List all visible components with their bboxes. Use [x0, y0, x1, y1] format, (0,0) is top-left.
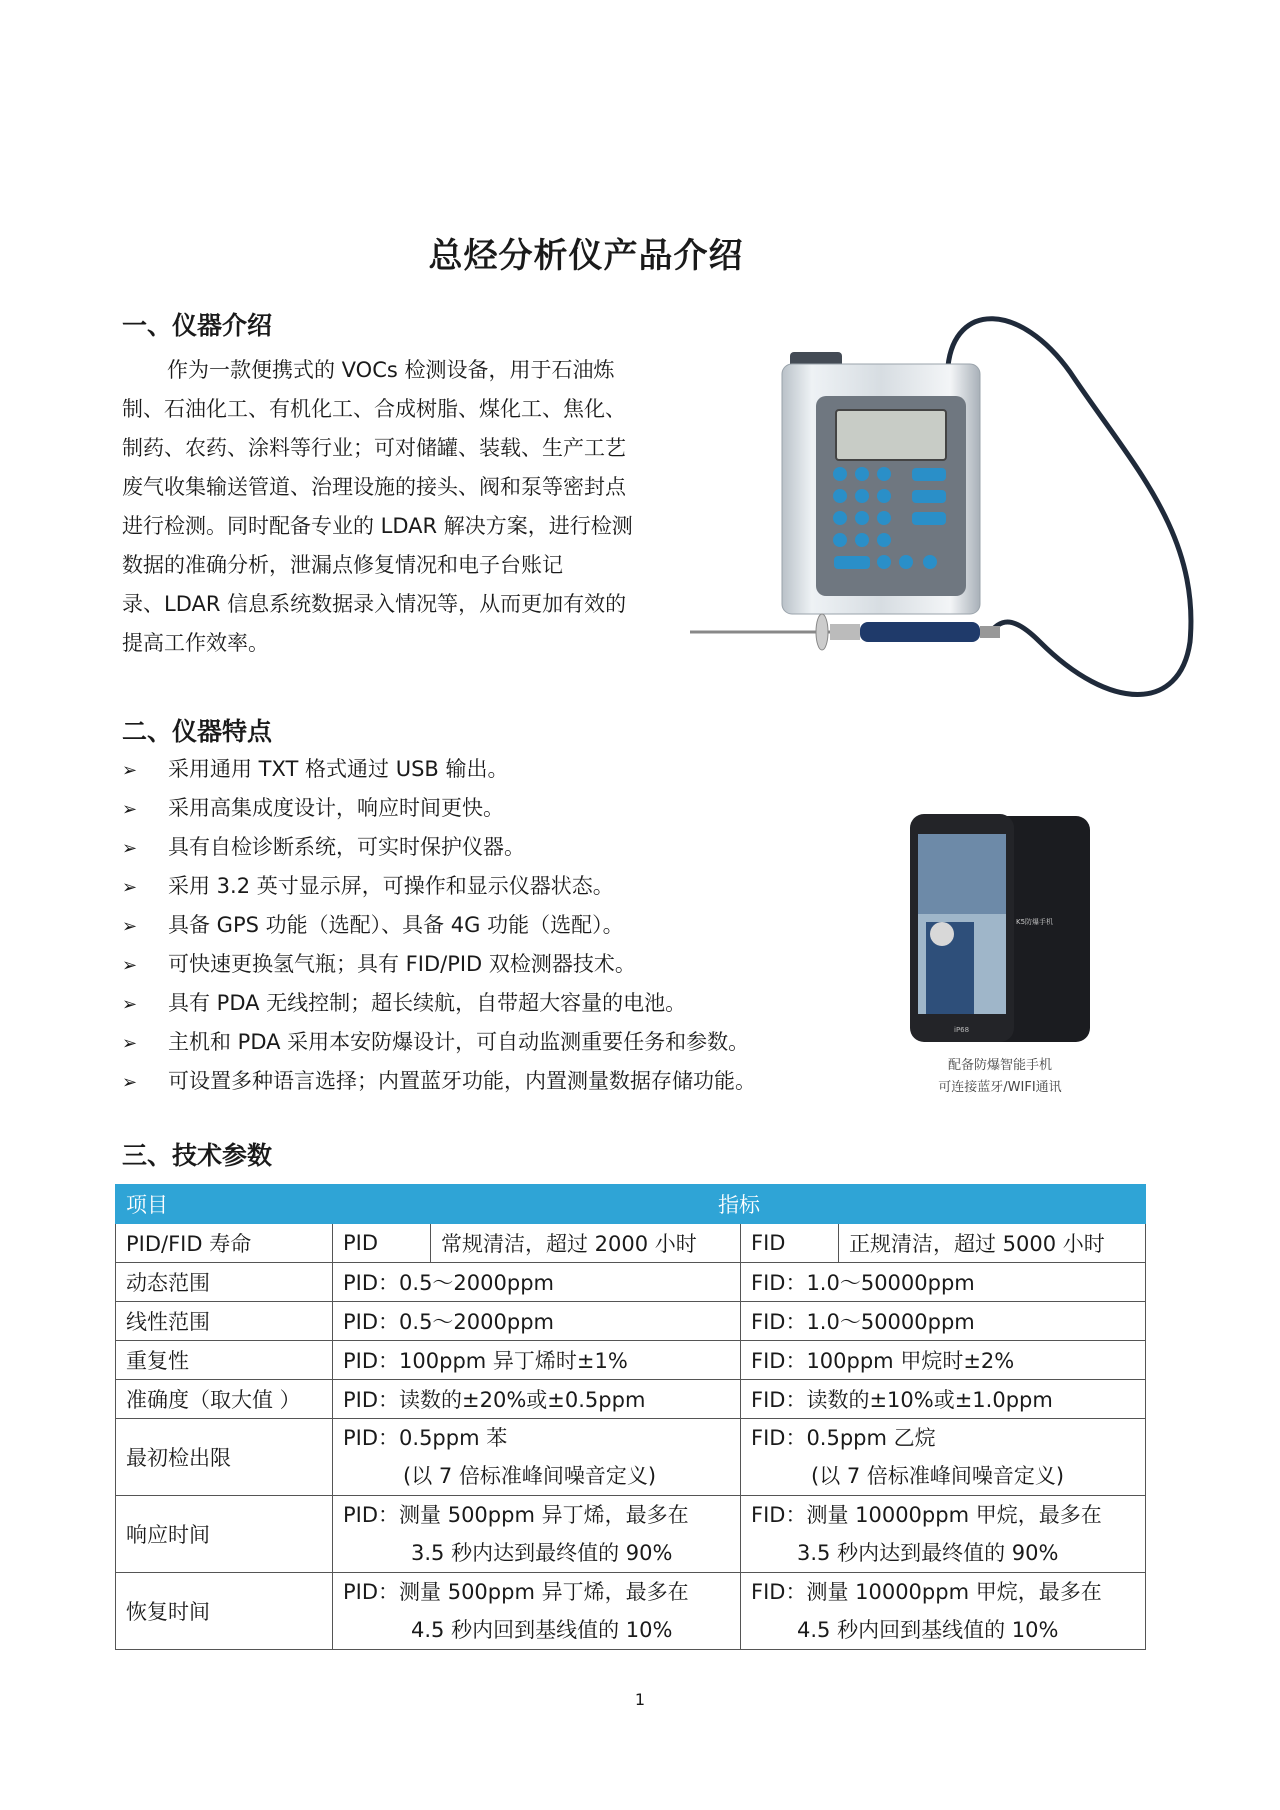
row-item: PID/FID 寿命 [116, 1224, 333, 1263]
fid-line1: FID：测量 10000ppm 甲烷，最多在 [751, 1503, 1102, 1527]
pid-line1: PID：0.5ppm 苯 [343, 1426, 508, 1450]
pid-cell [333, 1419, 741, 1496]
phone-caption-line1: 配备防爆智能手机 [947, 1058, 1052, 1073]
fid-line1: FID：测量 10000ppm 甲烷，最多在 [751, 1580, 1102, 1604]
feature-item: ➢ 采用 3.2 英寸显示屏，可操作和显示仪器状态。 [122, 867, 614, 905]
intro-line: 作为一款便携式的 VOCs 检测设备，用于石油炼 [167, 358, 615, 382]
table-row [116, 1224, 1146, 1263]
bullet-arrow-icon: ➢ [122, 955, 138, 976]
feature-item: ➢ 主机和 PDA 采用本安防爆设计，可自动监测重要任务和参数。 [122, 1023, 749, 1061]
page-number: 1 [634, 1690, 646, 1709]
fid-cell: FID：1.0～50000ppm [741, 1302, 1146, 1341]
table-row [116, 1302, 1146, 1341]
pid-cell [333, 1496, 741, 1573]
row-item: 恢复时间 [116, 1573, 333, 1650]
bullet-arrow-icon: ➢ [122, 994, 138, 1015]
fid-cell [741, 1419, 1146, 1496]
pid-line2: 4.5 秒内回到基线值的 10% [411, 1618, 673, 1642]
table-row [116, 1496, 1146, 1573]
table-row [116, 1419, 1146, 1496]
explosion-proof-phone-image [908, 812, 1094, 1046]
row-item: 线性范围 [116, 1302, 333, 1341]
fid-cell [741, 1573, 1146, 1650]
row-item: 重复性 [116, 1341, 333, 1380]
pid-line2: (以 7 倍标准峰间噪音定义) [403, 1464, 657, 1488]
header-spec: 指标 [333, 1185, 1146, 1224]
section-heading-features: 二、仪器特点 [122, 717, 273, 746]
feature-item: ➢ 具备 GPS 功能（选配）、具备 4G 功能（选配）。 [122, 906, 624, 944]
feature-item: ➢ 采用通用 TXT 格式通过 USB 输出。 [122, 750, 508, 788]
feature-item: ➢ 采用高集成度设计，响应时间更快。 [122, 789, 504, 827]
table-row [116, 1263, 1146, 1302]
section-heading-specs: 三、技术参数 [122, 1141, 273, 1170]
pid-cell: PID：100ppm 异丁烯时±1% [333, 1341, 741, 1380]
pid-cell: PID：0.5～2000ppm [333, 1263, 741, 1302]
pid-label: PID [333, 1224, 431, 1263]
pid-line1: PID：测量 500ppm 异丁烯，最多在 [343, 1580, 689, 1604]
feature-item: ➢ 具有自检诊断系统，可实时保护仪器。 [122, 828, 525, 866]
bullet-arrow-icon: ➢ [122, 799, 138, 820]
feature-item: ➢ 可快速更换氢气瓶；具有 FID/PID 双检测器技术。 [122, 945, 636, 983]
bullet-arrow-icon: ➢ [122, 877, 138, 898]
bullet-arrow-icon: ➢ [122, 838, 138, 859]
fid-line2: 4.5 秒内回到基线值的 10% [797, 1618, 1059, 1642]
fid-cell: FID：100ppm 甲烷时±2% [741, 1341, 1146, 1380]
phone-screen-title: K5防爆手机 [1016, 918, 1054, 926]
table-row [116, 1573, 1146, 1650]
fid-line2: 3.5 秒内达到最终值的 90% [797, 1541, 1059, 1565]
pid-cell: PID：0.5～2000ppm [333, 1302, 741, 1341]
phone-caption-line2: 可连接蓝牙/WIFI通讯 [938, 1080, 1062, 1095]
fid-cell: FID：1.0～50000ppm [741, 1263, 1146, 1302]
pid-value: 常规清洁，超过 2000 小时 [431, 1224, 741, 1263]
row-item: 最初检出限 [116, 1419, 333, 1496]
row-item: 动态范围 [116, 1263, 333, 1302]
table-row [116, 1380, 1146, 1419]
fid-line2: (以 7 倍标准峰间噪音定义) [811, 1464, 1065, 1488]
fid-cell: FID：读数的±10%或±1.0ppm [741, 1380, 1146, 1419]
intro-line: 录、LDAR 信息系统数据录入情况等，从而更加有效的 [122, 592, 627, 616]
bullet-arrow-icon: ➢ [122, 760, 138, 781]
spec-table [115, 1184, 1146, 1650]
bullet-arrow-icon: ➢ [122, 1072, 138, 1093]
pid-line1: PID：测量 500ppm 异丁烯，最多在 [343, 1503, 689, 1527]
bullet-arrow-icon: ➢ [122, 916, 138, 937]
fid-value: 正规清洁，超过 5000 小时 [839, 1224, 1146, 1263]
row-item: 响应时间 [116, 1496, 333, 1573]
bullet-arrow-icon: ➢ [122, 1033, 138, 1054]
feature-item: ➢ 具有 PDA 无线控制；超长续航，自带超大容量的电池。 [122, 984, 686, 1022]
header-item: 项目 [116, 1185, 333, 1224]
intro-line: 数据的准确分析，泄漏点修复情况和电子台账记 [122, 553, 563, 577]
fid-cell [741, 1496, 1146, 1573]
section-heading-intro: 一、仪器介绍 [122, 311, 273, 340]
table-row [116, 1341, 1146, 1380]
analyzer-device-image [690, 312, 1230, 732]
intro-line: 废气收集输送管道、治理设施的接头、阀和泵等密封点 [122, 475, 626, 499]
pid-line2: 3.5 秒内达到最终值的 90% [411, 1541, 673, 1565]
table-header-row [116, 1185, 1146, 1224]
intro-line: 提高工作效率。 [122, 631, 269, 655]
row-item: 准确度（取大值 ） [116, 1380, 333, 1419]
fid-line1: FID：0.5ppm 乙烷 [751, 1426, 936, 1450]
intro-line: 制、石油化工、有机化工、合成树脂、煤化工、焦化、 [122, 397, 626, 421]
intro-line: 制药、农药、涂料等行业；可对储罐、装载、生产工艺 [122, 436, 626, 460]
pid-cell: PID：读数的±20%或±0.5ppm [333, 1380, 741, 1419]
intro-line: 进行检测。同时配备专业的 LDAR 解决方案，进行检测 [122, 514, 633, 538]
fid-label: FID [741, 1224, 839, 1263]
document-title: 总烃分析仪产品介绍 [428, 236, 744, 276]
phone-bottom-label: iP68 [954, 1026, 970, 1034]
pid-cell [333, 1573, 741, 1650]
feature-item: ➢ 可设置多种语言选择；内置蓝牙功能，内置测量数据存储功能。 [122, 1062, 756, 1100]
